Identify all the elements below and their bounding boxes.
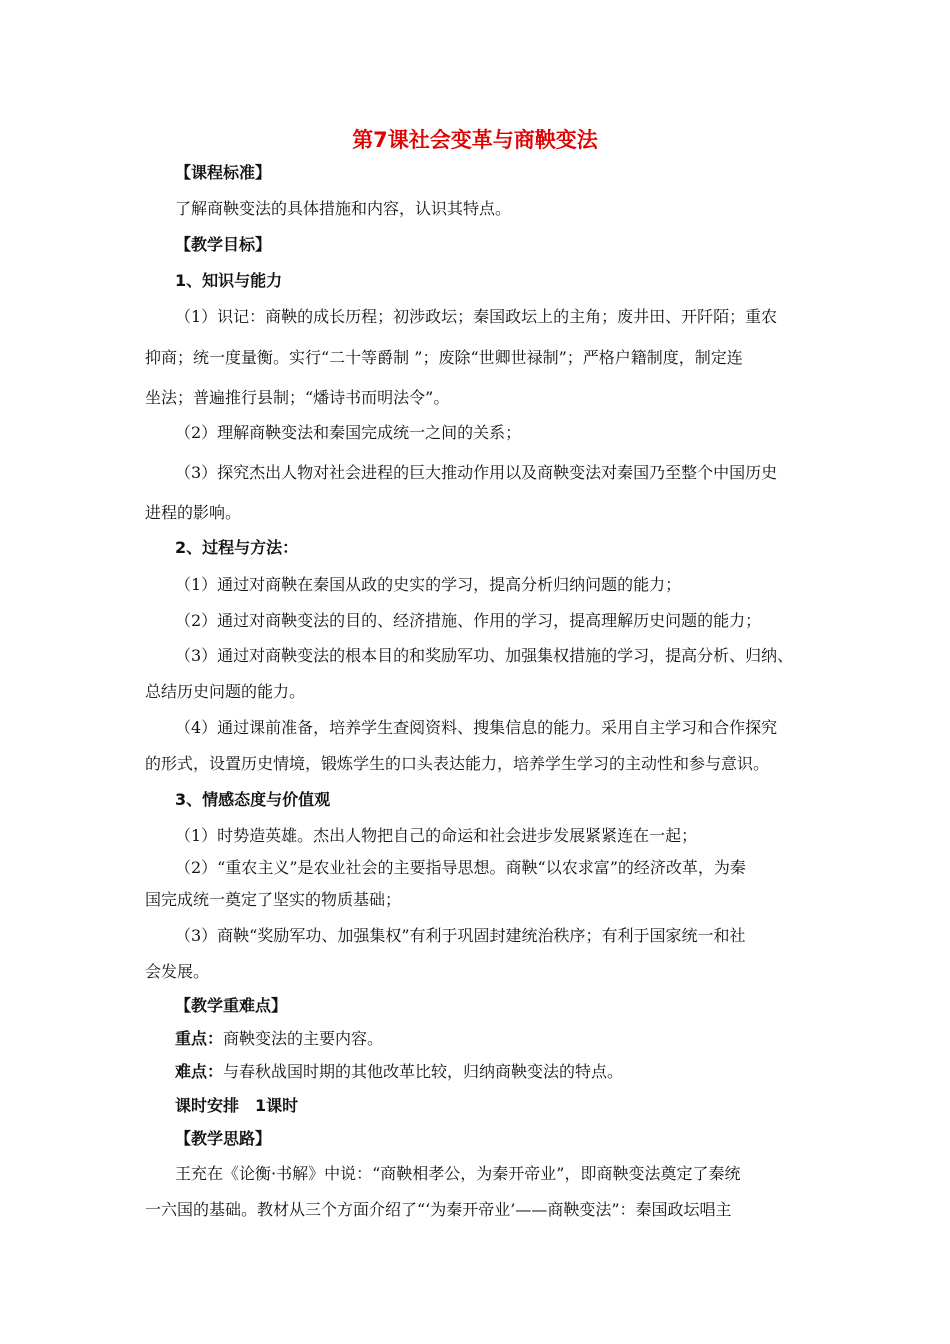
goal2-para4-line2: 的形式，设置历史情境，锻炼学生的口头表达能力，培养学生学习的主动性和参与意识。	[145, 754, 770, 773]
goal3-para1: （1）时势造英雄。杰出人物把自己的命运和社会进步发展紧紧连在一起；	[175, 826, 698, 845]
goal1-para3-line1: （3）探究杰出人物对社会进程的巨大推动作用以及商鞅变法对秦国乃至整个中国历史	[175, 463, 778, 482]
goal2-heading: 2、过程与方法：	[175, 538, 299, 557]
goal3-para2-line1: （2）“重农主义”是农业社会的主要指导思想。商鞅“以农求富”的经济改革，为秦	[175, 858, 746, 877]
goal2-para1: （1）通过对商鞅在秦国从政的史实的学习，提高分析归纳问题的能力；	[175, 575, 682, 594]
goal3-para3-line1: （3）商鞅“奖励军功、加强集权”有利于巩固封建统治秩序；有利于国家统一和社	[175, 926, 746, 945]
key-point-text: 商鞅变法的主要内容。	[223, 1029, 384, 1048]
teaching-idea-heading: 【教学思路】	[175, 1129, 272, 1148]
difficult-point-text: 与春秋战国时期的其他改革比较，归纳商鞅变法的特点。	[223, 1062, 624, 1081]
teaching-idea-line1: 王充在《论衡·书解》中说：“商鞅相孝公，为秦开帝业”，即商鞅变法奠定了秦统	[175, 1164, 741, 1183]
goal1-para3-line2: 进程的影响。	[145, 503, 242, 522]
goal2-para3-line1: （3）通过对商鞅变法的根本目的和奖励军功、加强集权措施的学习，提高分析、归纳、	[175, 646, 794, 665]
teaching-idea-line2: 一六国的基础。教材从三个方面介绍了“‘为秦开帝业’——商鞅变法”：秦国政坛唱主	[145, 1200, 732, 1219]
difficult-point	[175, 1061, 623, 1083]
goal2-para3-line2: 总结历史问题的能力。	[145, 682, 306, 701]
goal2-para4-line1: （4）通过课前准备，培养学生查阅资料、搜集信息的能力。采用自主学习和合作探究	[175, 718, 778, 737]
goal1-heading: 1、知识与能力	[175, 271, 283, 290]
key-difficult-heading: 【教学重难点】	[175, 996, 288, 1015]
key-point	[175, 1028, 383, 1050]
standard-text: 了解商鞅变法的具体措施和内容，认识其特点。	[175, 199, 512, 218]
key-point-label: 重点：	[175, 1029, 224, 1048]
goal1-para1-line2: 抑商；统一度量衡。实行“二十等爵制 ”；废除“世卿世禄制”；严格户籍制度，制定连	[145, 348, 743, 367]
goal1-para1-line1: （1）识记：商鞅的成长历程；初涉政坛；秦国政坛上的主角；废井田、开阡陌；重农	[175, 307, 778, 326]
goal3-para2-line2: 国完成统一奠定了坚实的物质基础；	[145, 890, 402, 909]
goal3-para3-line2: 会发展。	[145, 962, 210, 981]
class-schedule: 课时安排 1课时	[175, 1096, 299, 1115]
goal3-heading: 3、情感态度与价值观	[175, 790, 331, 809]
goal2-para2: （2）通过对商鞅变法的目的、经济措施、作用的学习，提高理解历史问题的能力；	[175, 611, 762, 630]
goal1-para2: （2）理解商鞅变法和秦国完成统一之间的关系；	[175, 423, 522, 442]
standard-heading: 【课程标准】	[175, 163, 272, 182]
goal1-para1-line3: 坐法；普遍推行县制；“燔诗书而明法令”。	[145, 388, 450, 407]
difficult-point-label: 难点：	[175, 1062, 224, 1081]
page-title: 第7课社会变革与商鞅变法	[352, 128, 598, 152]
goals-heading: 【教学目标】	[175, 235, 272, 254]
